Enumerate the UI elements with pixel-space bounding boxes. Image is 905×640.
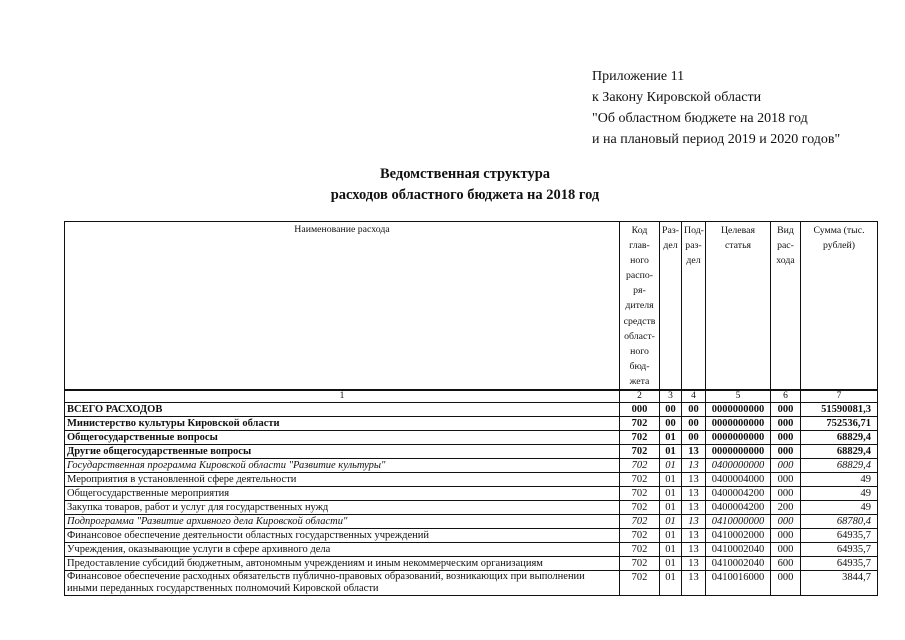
row-subsection: 13 [682, 473, 706, 487]
row-kind: 000 [771, 431, 801, 445]
table-row [65, 473, 878, 487]
row-section: 01 [660, 431, 682, 445]
row-name: Подпрограмма "Развитие архивного дела Кировской области" [65, 515, 620, 529]
row-target: 0400004000 [706, 473, 771, 487]
row-code: 702 [620, 473, 660, 487]
row-sum: 68829,4 [801, 445, 878, 459]
row-section: 01 [660, 473, 682, 487]
row-sum: 49 [801, 501, 878, 515]
appendix-line-1: Приложение 11 [592, 69, 685, 84]
row-code: 702 [620, 501, 660, 515]
row-kind: 000 [771, 571, 801, 596]
row-subsection: 13 [682, 515, 706, 529]
row-target: 0410002040 [706, 543, 771, 557]
table-row [65, 487, 878, 501]
row-section: 01 [660, 571, 682, 596]
row-kind: 000 [771, 515, 801, 529]
row-sum: 51590081,3 [801, 403, 878, 417]
header-section: Раз- дел [660, 222, 682, 391]
row-subsection: 13 [682, 501, 706, 515]
row-code: 702 [620, 417, 660, 431]
row-name: ВСЕГО РАСХОДОВ [65, 403, 620, 417]
row-subsection: 13 [682, 529, 706, 543]
row-kind: 000 [771, 403, 801, 417]
column-number: 6 [771, 390, 801, 403]
table-row [65, 501, 878, 515]
column-number: 3 [660, 390, 682, 403]
row-name: Другие общегосударственные вопросы [65, 445, 620, 459]
table-row [65, 557, 878, 571]
column-number-row [65, 390, 878, 403]
row-section: 01 [660, 459, 682, 473]
column-number: 2 [620, 390, 660, 403]
row-target: 0000000000 [706, 431, 771, 445]
row-sum: 64935,7 [801, 557, 878, 571]
row-target: 0410000000 [706, 515, 771, 529]
row-target: 0400004200 [706, 487, 771, 501]
row-subsection: 00 [682, 403, 706, 417]
row-sum: 64935,7 [801, 529, 878, 543]
row-kind: 600 [771, 557, 801, 571]
table-row [65, 571, 878, 596]
column-number: 7 [801, 390, 878, 403]
row-code: 702 [620, 459, 660, 473]
header-code: Код глав- ного распо- ря- дителя средств област- ного бюд- жета [620, 222, 660, 391]
row-target: 0410002000 [706, 529, 771, 543]
table-row [65, 403, 878, 417]
row-target: 0400004200 [706, 501, 771, 515]
row-target: 0400000000 [706, 459, 771, 473]
header-sum: Сумма (тыс. рублей) [801, 222, 878, 391]
table-row [65, 459, 878, 473]
row-name: Закупка товаров, работ и услуг для государственных нужд [65, 501, 620, 515]
row-subsection: 13 [682, 487, 706, 501]
table-row [65, 529, 878, 543]
appendix-line-3: "Об областном бюджете на 2018 год [592, 111, 808, 126]
row-section: 01 [660, 515, 682, 529]
row-kind: 200 [771, 501, 801, 515]
row-section: 00 [660, 417, 682, 431]
row-code: 702 [620, 431, 660, 445]
appendix-note [592, 66, 840, 150]
table-row [65, 417, 878, 431]
row-kind: 000 [771, 487, 801, 501]
row-subsection: 13 [682, 445, 706, 459]
row-name: Общегосударственные мероприятия [65, 487, 620, 501]
row-section: 01 [660, 543, 682, 557]
row-target: 0000000000 [706, 445, 771, 459]
row-code: 702 [620, 487, 660, 501]
row-code: 702 [620, 571, 660, 596]
row-sum: 68829,4 [801, 431, 878, 445]
column-number: 5 [706, 390, 771, 403]
row-code: 702 [620, 515, 660, 529]
header-row [65, 222, 878, 391]
row-code: 702 [620, 557, 660, 571]
row-kind: 000 [771, 445, 801, 459]
row-kind: 000 [771, 543, 801, 557]
row-subsection: 13 [682, 557, 706, 571]
row-subsection: 13 [682, 571, 706, 596]
table-row [65, 543, 878, 557]
row-section: 01 [660, 501, 682, 515]
row-code: 702 [620, 543, 660, 557]
appendix-line-2: к Закону Кировской области [592, 90, 762, 105]
row-code: 000 [620, 403, 660, 417]
budget-table [64, 221, 878, 596]
row-sum: 68780,4 [801, 515, 878, 529]
row-sum: 49 [801, 487, 878, 501]
row-sum: 68829,4 [801, 459, 878, 473]
row-kind: 000 [771, 529, 801, 543]
row-name: Предоставление субсидий бюджетным, автономным учреждениям и иным некоммерческим организациям [65, 557, 620, 571]
title-line-1: Ведомственная структура [379, 166, 551, 182]
column-number: 4 [682, 390, 706, 403]
table-row [65, 431, 878, 445]
appendix-line-4: и на плановый период 2019 и 2020 годов" [592, 132, 841, 147]
row-name: Учреждения, оказывающие услуги в сфере архивного дела [65, 543, 620, 557]
title-line-2: расходов областного бюджета на 2018 год [330, 187, 600, 203]
header-subsection: Под- раз- дел [682, 222, 706, 391]
row-subsection: 00 [682, 431, 706, 445]
table-row [65, 515, 878, 529]
row-section: 01 [660, 487, 682, 501]
column-number: 1 [65, 390, 620, 403]
row-sum: 3844,7 [801, 571, 878, 596]
header-kind: Вид рас- хода [771, 222, 801, 391]
row-section: 01 [660, 557, 682, 571]
header-name: Наименование расхода [65, 222, 620, 391]
row-sum: 49 [801, 473, 878, 487]
row-target: 0000000000 [706, 403, 771, 417]
row-code: 702 [620, 445, 660, 459]
row-code: 702 [620, 529, 660, 543]
document-title [300, 164, 630, 206]
table-row [65, 445, 878, 459]
row-section: 01 [660, 445, 682, 459]
row-name: Государственная программа Кировской области "Развитие культуры" [65, 459, 620, 473]
row-name: Общегосударственные вопросы [65, 431, 620, 445]
row-kind: 000 [771, 473, 801, 487]
row-sum: 64935,7 [801, 543, 878, 557]
row-section: 00 [660, 403, 682, 417]
row-name: Мероприятия в установленной сфере деятельности [65, 473, 620, 487]
row-target: 0410002040 [706, 557, 771, 571]
row-kind: 000 [771, 459, 801, 473]
row-kind: 000 [771, 417, 801, 431]
row-target: 0410016000 [706, 571, 771, 596]
row-subsection: 13 [682, 459, 706, 473]
row-subsection: 13 [682, 543, 706, 557]
row-name: Финансовое обеспечение расходных обязательств публично-правовых образований, возникающих при выполнении иными переданных государственных полномочий Кировской области [65, 571, 620, 596]
header-target: Целевая статья [706, 222, 771, 391]
row-subsection: 00 [682, 417, 706, 431]
row-name: Министерство культуры Кировской области [65, 417, 620, 431]
row-sum: 752536,71 [801, 417, 878, 431]
row-target: 0000000000 [706, 417, 771, 431]
row-section: 01 [660, 529, 682, 543]
row-name: Финансовое обеспечение деятельности областных государственных учреждений [65, 529, 620, 543]
